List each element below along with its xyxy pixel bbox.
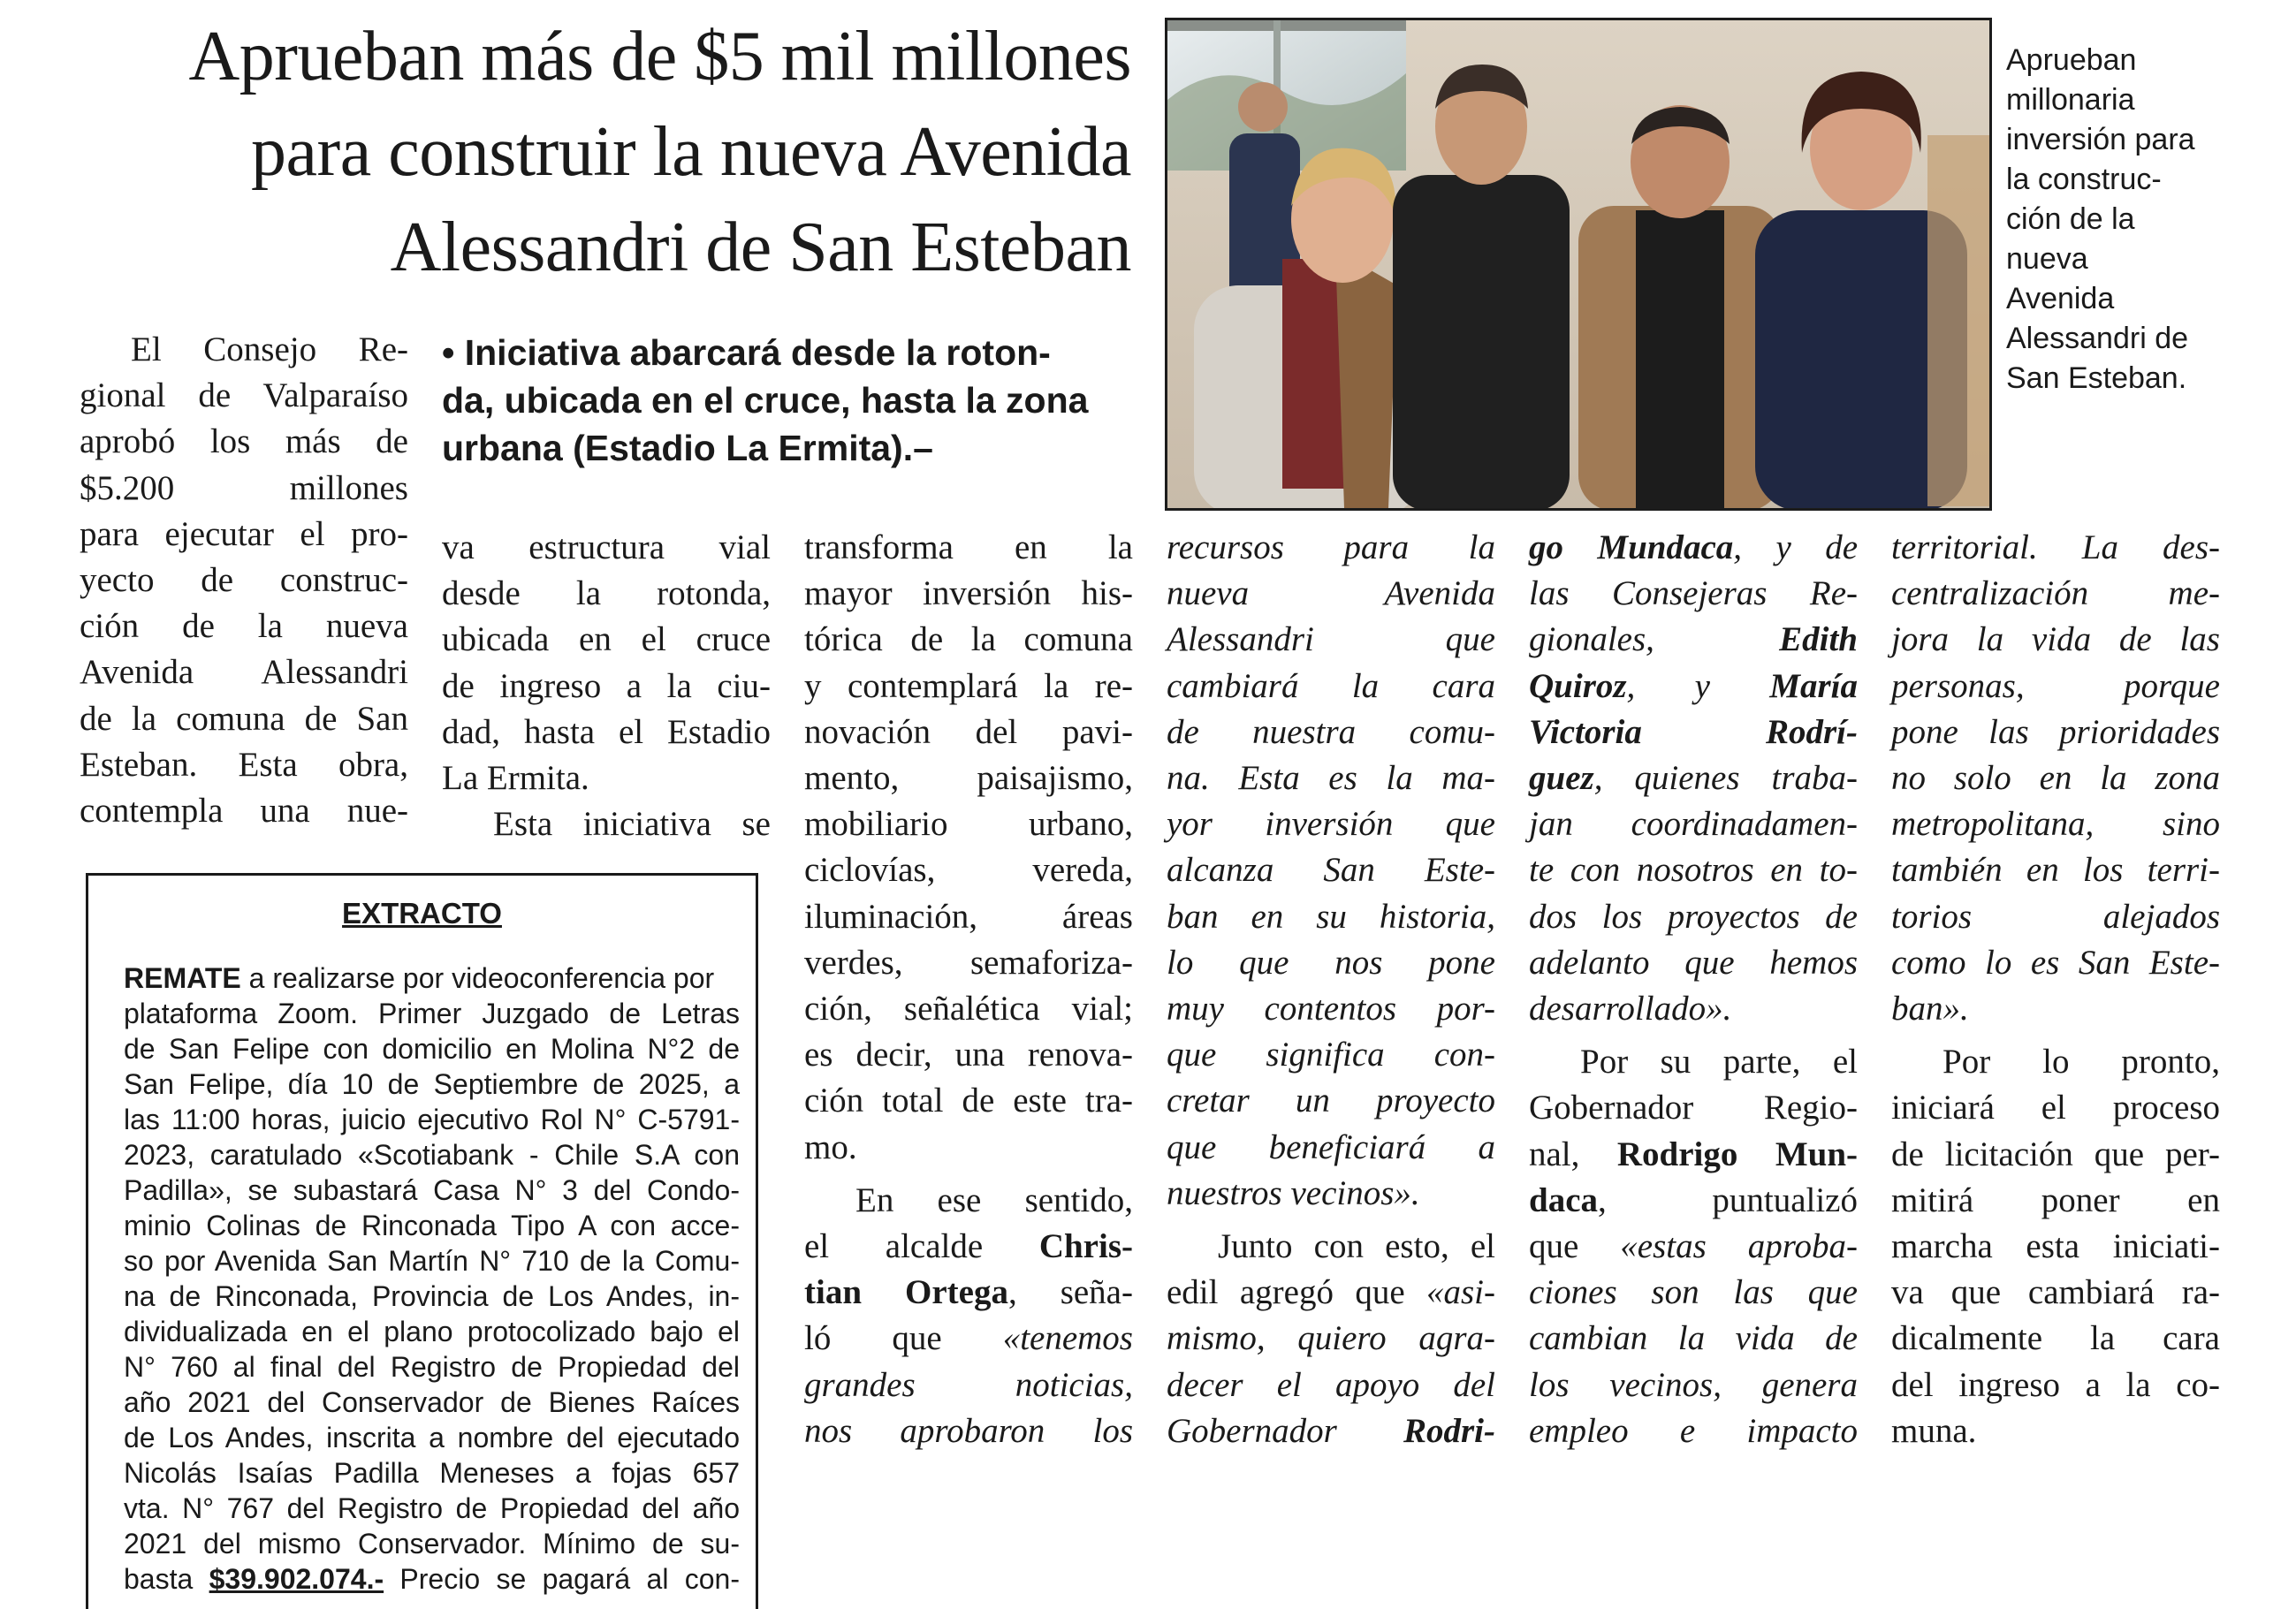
text-line: desarrollado». [1529,990,1732,1028]
text-line: para ejecutar el pro- [80,514,408,553]
text-line [1529,664,1858,710]
person-name: Chris- [1038,1227,1133,1266]
text-line: como lo es San Este- [1891,943,2220,982]
caption-line: Alessandri de [2006,322,2189,355]
notice-line: 2021 del mismo Conservador. Mínimo de su- [124,1528,740,1560]
caption-line: Aprueban [2006,43,2137,77]
text-line: es decir, una renova- [804,1036,1133,1074]
text-run: , seña- [1007,1273,1133,1312]
notice-line [124,1561,740,1597]
quote-run: , y [1626,666,1770,705]
article-column-5 [1529,525,1858,1454]
minimum-bid-amount: $39.902.074.- [209,1563,384,1595]
legal-notice-box [86,873,758,1609]
person-name: daca [1529,1180,1598,1219]
text-line: Alessandri que [1167,620,1495,659]
caption-line: inversión para [2006,123,2195,156]
article-column-3 [804,525,1133,1454]
caption-line: Avenida [2006,282,2115,315]
text-line: ción total de este tra- [804,1082,1133,1120]
text-line: cretar un proyecto [1167,1082,1495,1120]
text-line: Victoria Rodrí- [1529,712,1858,751]
text-line: de la comuna de San [80,699,408,738]
text-line: alcanza San Este- [1167,851,1495,890]
text-line [1529,1224,1858,1270]
notice-line: minio Colinas de Rinconada Tipo A con acce- [124,1210,740,1241]
notice-line: N° 760 al final del Registro de Propiedad del [124,1351,740,1383]
text-line: también en los terri- [1891,851,2220,890]
text-line: jora la vida de las [1891,620,2220,659]
text-line: ción, señalética vial; [804,990,1133,1028]
text-line: de licitación que per- [1891,1135,2220,1173]
notice-line: las 11:00 horas, juicio ejecutivo Rol N° C-5791- [124,1104,740,1135]
remate-label: REMATE [124,962,241,994]
person-name: Rodri- [1403,1411,1495,1450]
quote-run: «asi- [1426,1273,1495,1312]
text-line: dos los proyectos de [1529,897,1858,936]
text-run: a realizarse por videoconferencia por [240,962,715,994]
text-line: Gobernador Regio- [1529,1089,1858,1127]
text-line: ciclovías, vereda, [804,851,1133,890]
caption-line: millonaria [2006,83,2135,117]
legal-notice-title: EXTRACTO [342,897,502,930]
article-subheading [442,329,1140,472]
text-line: desde la rotonda, [442,574,771,613]
notice-line: so por Avenida San Martín N° 710 de la Comu- [124,1245,740,1277]
caption-line: ción de la [2006,202,2135,236]
text-line: territorial. La des- [1891,528,2220,566]
text-line [1529,525,1858,571]
person-name: Rodrigo Mun- [1616,1135,1858,1173]
notice-line: San Felipe, día 10 de Septiembre de 2025, a [124,1068,740,1100]
text-line [1529,617,1858,663]
notice-line: 2023, caratulado «Scotiabank - Chile S.A con [124,1139,740,1171]
notice-line: de San Felipe con domicilio en Molina N°2 de [124,1033,740,1065]
text-line: jan coordinadamen- [1529,805,1858,844]
text-line: Avenida Alessandri [80,653,408,692]
text-run: edil agregó que [1167,1273,1426,1312]
text-line: Por su parte, el [1580,1043,1858,1082]
text-line: aprobó los más de [80,422,408,461]
text-line [1529,1132,1858,1178]
notice-line: Nicolás Isaías Padilla Meneses a fojas 657 [124,1457,740,1489]
quote-run: «estas aproba- [1620,1227,1858,1266]
person-name: Edith [1779,620,1858,659]
text-line: las Consejeras Re- [1529,574,1858,613]
text-line: ban en su historia, [1167,897,1495,936]
text-line: de ingreso a la ciu- [442,666,771,705]
text-line: tórica de la comuna [804,620,1133,659]
text-line: centralización me- [1891,574,2220,613]
text-line: decer el apoyo del [1167,1365,1495,1404]
text-run: nal, [1529,1135,1617,1173]
caption-line: la construc- [2006,163,2162,196]
text-line: mayor inversión his- [804,574,1133,613]
text-line: El Consejo Re- [131,330,408,368]
text-line: dad, hasta el Estadio [442,712,771,751]
text-line: muy contentos por- [1167,990,1495,1028]
subhead-line: urbana (Estadio La Ermita).– [442,428,933,468]
text-line: no solo en la zona [1891,759,2220,798]
text-line: marcha esta iniciati- [1891,1227,2220,1266]
text-line: cambian la vida de [1529,1319,1858,1358]
text-line: que significa con- [1167,1036,1495,1074]
notice-line [124,960,740,996]
person-name: tian Ortega [804,1273,1008,1312]
headline-line: Alessandri de San Esteban [390,209,1131,286]
text-line: mismo, quiero agra- [1167,1319,1495,1358]
text-line: na. Esta es la ma- [1167,759,1495,798]
text-line: cambiará la cara [1167,666,1495,705]
group-photo-illustration [1167,20,1989,508]
legal-notice-body [124,960,740,1597]
text-line: mento, paisajismo, [804,759,1133,798]
text-line: ción de la nueva [80,607,408,646]
text-run: que [1529,1227,1621,1266]
text-line: Por lo pronto, [1942,1043,2220,1082]
text-line: empleo e impacto [1529,1411,1858,1450]
quote-run: , quienes traba- [1593,759,1858,798]
text-line: muna. [1891,1411,1977,1450]
text-line: yecto de construc- [80,561,408,600]
text-line: La Ermita. [442,759,589,798]
notice-line: de Los Andes, inscrita a nombre del ejecutado [124,1422,740,1453]
notice-line: na de Rinconada, Provincia de Los Andes, in- [124,1280,740,1312]
subhead-line: • Iniciativa abarcará desde la roton- [442,332,1051,373]
notice-line: vta. N° 767 del Registro de Propiedad del año [124,1492,740,1524]
notice-line: año 2021 del Conservador de Bienes Raíces [124,1386,740,1418]
text-run: el alcalde [804,1227,1039,1266]
text-line: ban». [1891,990,1969,1028]
text-line: yor inversión que [1167,805,1495,844]
text-line: gional de Valparaíso [80,376,408,415]
text-line: mitirá poner en [1891,1180,2220,1219]
quote-run: , y de [1733,528,1859,566]
text-line: que beneficiará a [1167,1127,1495,1166]
text-line: del ingreso a la co- [1891,1365,2220,1404]
text-line: grandes noticias, [804,1365,1133,1404]
text-line: nueva Avenida [1167,574,1495,613]
text-line: Junto con esto, el [1218,1227,1495,1266]
text-line: de nuestra comu- [1167,712,1495,751]
text-line: novación del pavi- [804,712,1133,751]
text-line: metropolitana, sino [1891,805,2220,844]
article-photo [1165,18,1992,511]
person-name: María [1769,666,1858,705]
text-line [1167,1408,1495,1454]
text-line: nos aprobaron los [804,1411,1133,1450]
person-name: Quiroz [1529,666,1627,705]
article-column-2 [442,525,771,847]
text-line: mo. [804,1127,857,1166]
article-column-4 [1167,525,1495,1454]
text-line: nuestros vecinos». [1167,1173,1420,1212]
text-line: Esta iniciativa se [493,805,771,844]
text-line: pone las prioridades [1891,712,2220,751]
quote-run: «tenemos [1002,1319,1133,1358]
text-line: personas, porque [1891,666,2220,705]
caption-line: nueva [2006,242,2088,276]
headline-line: para construir la nueva Avenida [251,113,1131,191]
text-line: recursos para la [1167,528,1495,566]
text-line: torios alejados [1891,897,2220,936]
text-line: contempla una nue- [80,792,408,831]
text-line: verdes, semaforiza- [804,943,1133,982]
text-line: y contemplará la re- [804,666,1133,705]
text-run: basta [124,1563,209,1595]
text-line: lo que nos pone [1167,943,1495,982]
quote-run: Gobernador [1167,1411,1403,1450]
text-line [804,1224,1133,1270]
text-line [1529,1178,1858,1224]
text-line [1167,1270,1495,1316]
text-run: Precio se pagará al con- [384,1563,741,1595]
article-column-6 [1891,525,2220,1454]
text-line: va que cambiará ra- [1891,1273,2220,1312]
headline-line: Aprueban más de $5 mil millones [188,18,1131,95]
text-run: , puntualizó [1598,1180,1858,1219]
text-line: Esteban. Esta obra, [80,745,408,784]
text-line: transforma en la [804,528,1133,566]
notice-line: plataforma Zoom. Primer Juzgado de Letras [124,998,740,1029]
text-line: va estructura vial [442,528,771,566]
text-line [804,1270,1133,1316]
text-line [804,1316,1133,1362]
text-line: dicalmente la cara [1891,1319,2220,1358]
text-line: los vecinos, genera [1529,1365,1858,1404]
text-line: iniciará el proceso [1891,1089,2220,1127]
notice-line: Padilla», se subastará Casa N° 3 del Condo- [124,1174,740,1206]
quote-run: gionales, [1529,620,1780,659]
text-line: ubicada en el cruce [442,620,771,659]
text-line: iluminación, áreas [804,897,1133,936]
text-line: En ese sentido, [855,1180,1133,1219]
text-line: mobiliario urbano, [804,805,1133,844]
article-intro-column [80,327,408,834]
subhead-line: da, ubicada en el cruce, hasta la zona [442,380,1089,421]
person-name: go Mundaca [1529,528,1734,566]
notice-line: dividualizada en el plano protocolizado bajo el [124,1316,740,1347]
text-line: te con nosotros en to- [1529,851,1858,890]
text-line: adelanto que hemos [1529,943,1858,982]
person-name: guez [1529,759,1594,798]
text-line: ciones son las que [1529,1273,1858,1312]
caption-line: San Esteban. [2006,361,2187,395]
text-line: $5.200 millones [80,468,408,507]
photo-caption [2006,41,2271,398]
text-run: ló que [804,1319,1003,1358]
headline [71,9,1131,295]
text-line [1529,755,1858,801]
